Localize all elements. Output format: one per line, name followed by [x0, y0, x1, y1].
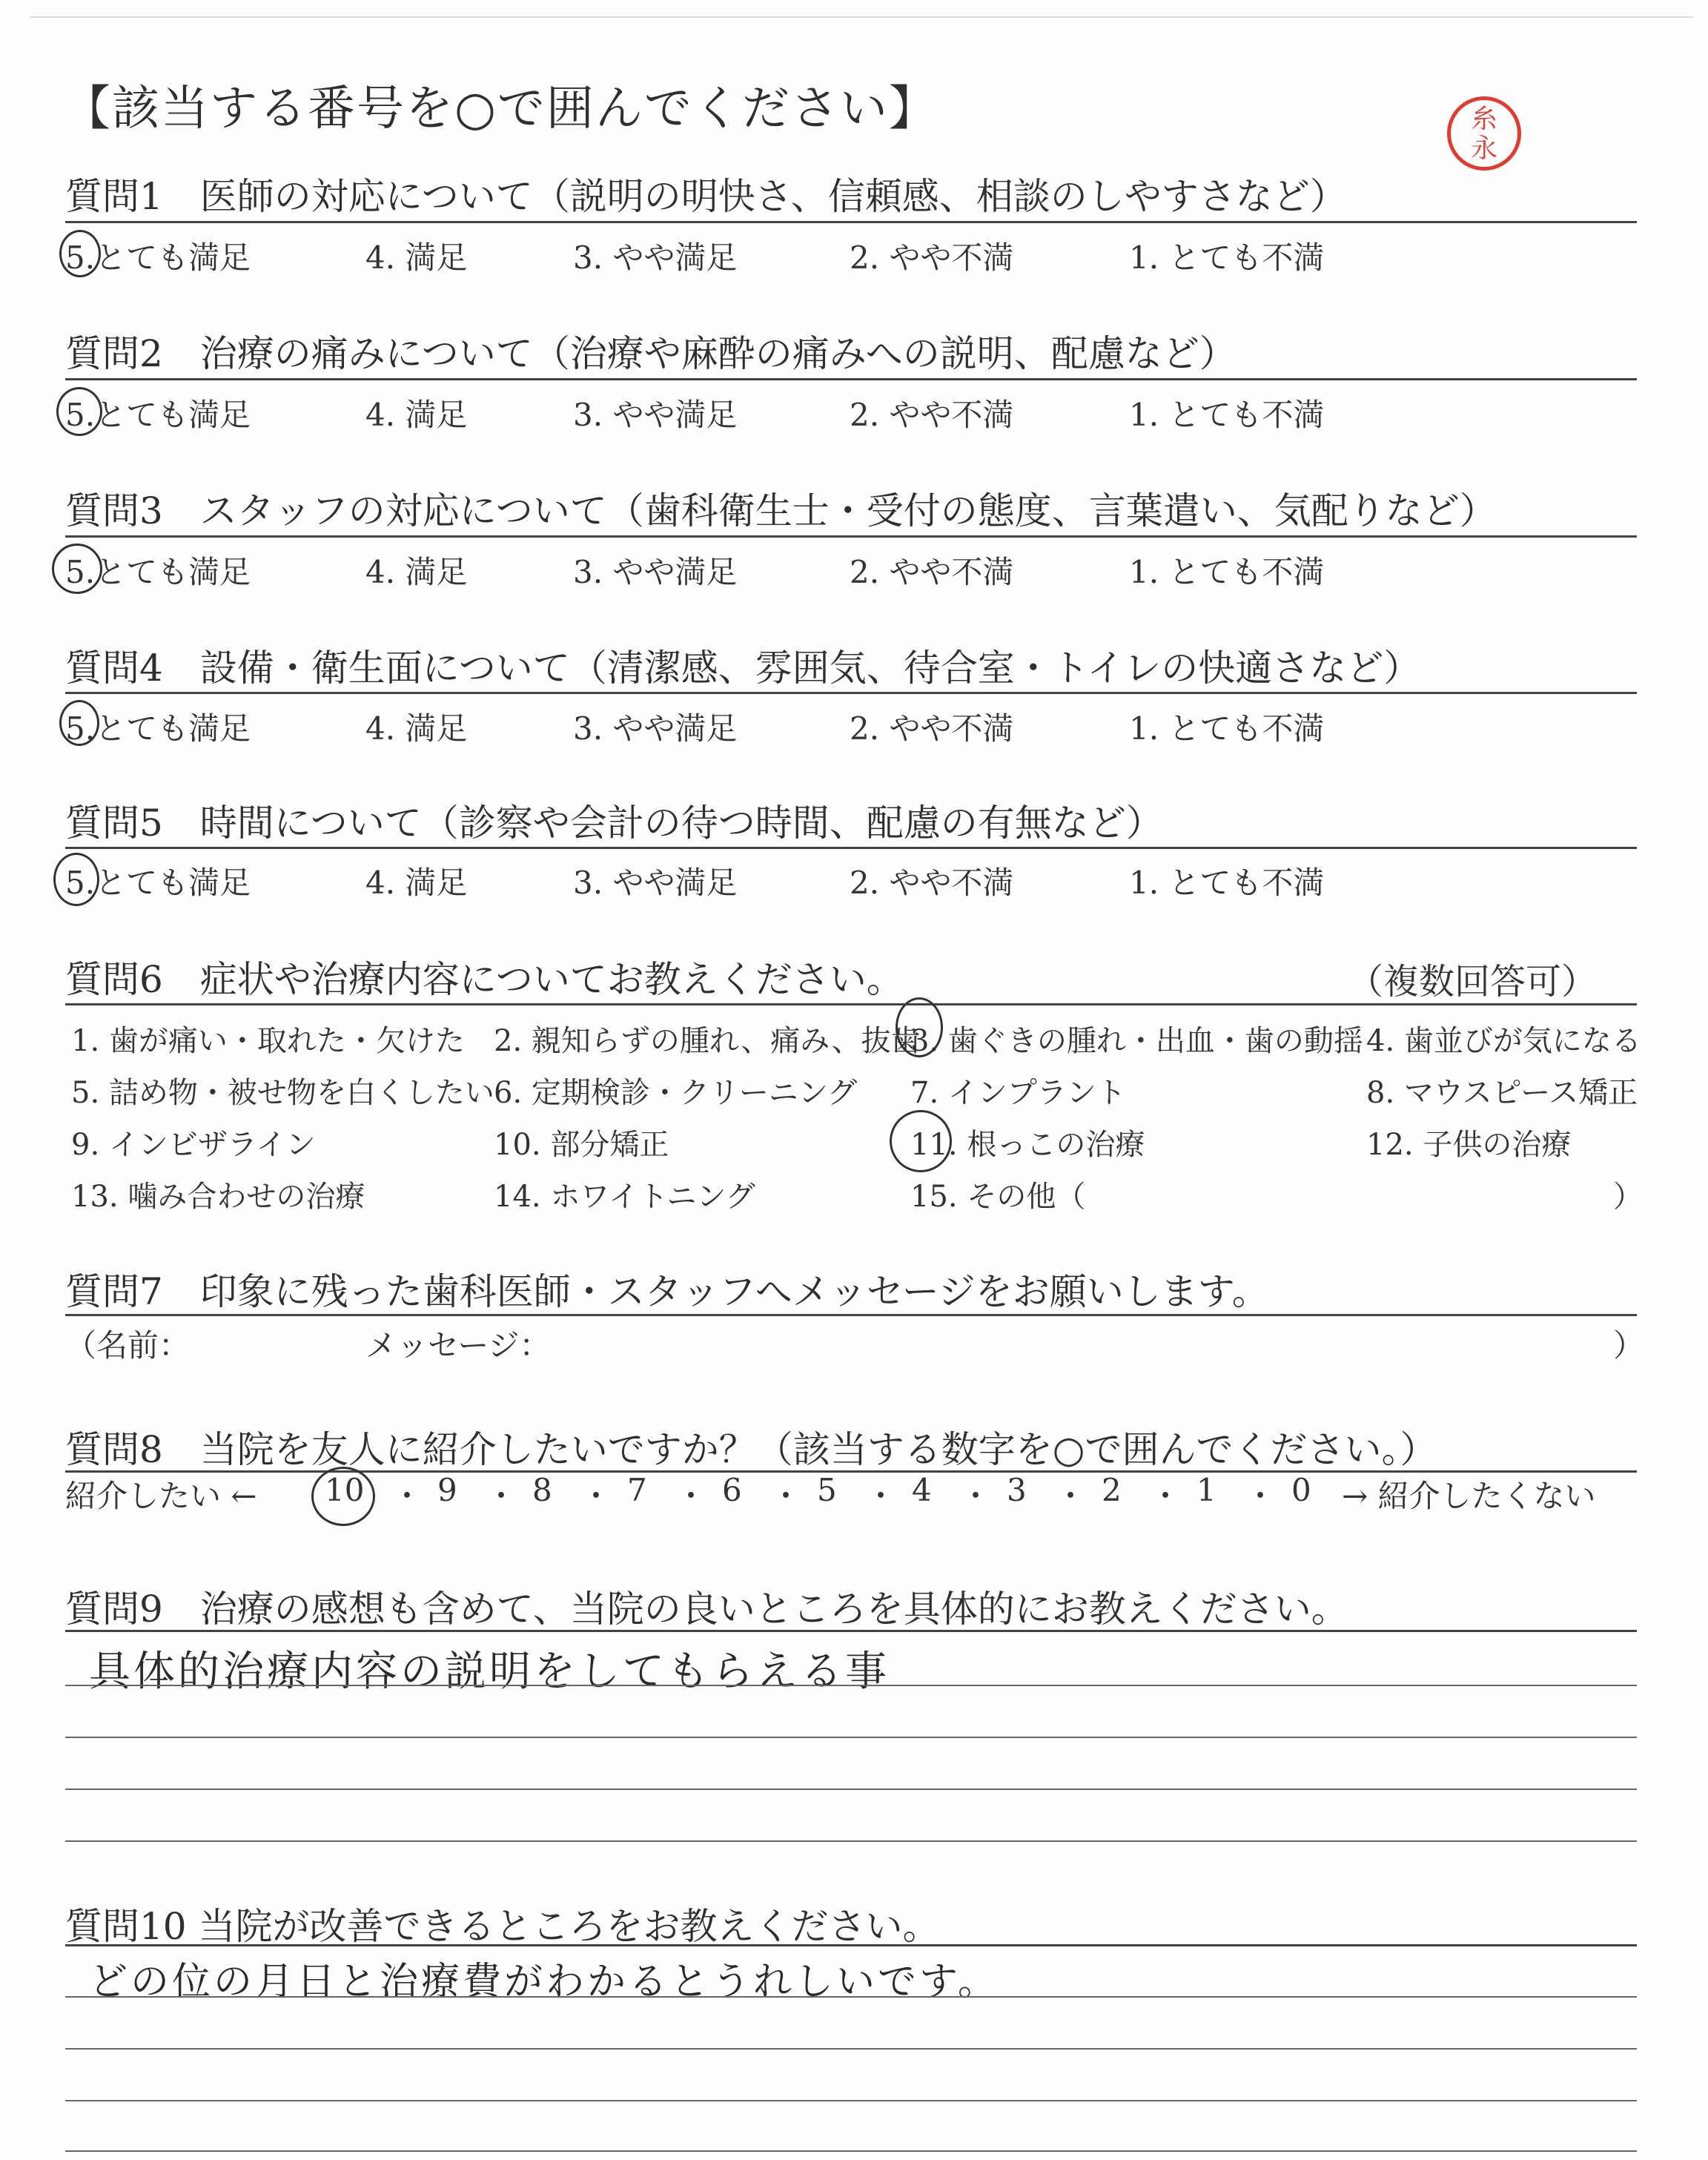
q8-dot: ・ — [391, 1478, 423, 1514]
q1-option-4[interactable]: 4. 満足 — [365, 240, 468, 276]
q5-option-4[interactable]: 4. 満足 — [365, 865, 468, 901]
q3-option-4[interactable]: 4. 満足 — [365, 554, 468, 590]
q1-option-1[interactable]: 1. とても不満 — [1129, 240, 1325, 276]
q6-item-2[interactable]: 2. 親知らずの腫れ、痛み、抜歯 — [494, 1024, 921, 1058]
q2-rule — [65, 378, 1637, 380]
q6-item-15-close: ） — [1613, 1180, 1643, 1214]
q10-rule — [65, 1944, 1637, 1946]
q8-title: 質問8 当院を友人に紹介したいですか？（該当する数字を○で囲んでください。） — [65, 1428, 1437, 1471]
q9-title: 質問9 治療の感想も含めて、当院の良いところを具体的にお教えください。 — [65, 1588, 1348, 1631]
q6-item-11[interactable]: 11. 根っこの治療 — [910, 1128, 1145, 1162]
q8-right-label: → 紹介したくない — [1342, 1478, 1596, 1514]
q1-selection-circle — [59, 230, 101, 277]
q3-selection-circle — [52, 544, 102, 594]
q8-score-3[interactable]: 3 — [1007, 1472, 1027, 1508]
q5-option-1[interactable]: 1. とても不満 — [1129, 865, 1325, 901]
q6-row-3 — [65, 1121, 1637, 1166]
q10-answer-line-3 — [65, 2100, 1637, 2101]
q6-multiple-allowed: （複数回答可） — [1347, 961, 1597, 1003]
q2-options — [65, 391, 1637, 435]
q5-selection-circle — [53, 853, 99, 906]
q8-dot: ・ — [486, 1478, 517, 1514]
q3-options — [65, 548, 1637, 592]
q8-dot: ・ — [1245, 1478, 1277, 1514]
q8-dot: ・ — [1150, 1478, 1182, 1514]
q9-answer-line-1 — [65, 1685, 1637, 1686]
q8-score-8[interactable]: 8 — [532, 1472, 552, 1508]
q8-score-10[interactable]: 10 — [325, 1472, 365, 1508]
q10-title: 質問10 当院が改善できるところをお教えください。 — [65, 1905, 940, 1948]
q5-option-3[interactable]: 3. やや満足 — [573, 865, 738, 901]
q6-item-13[interactable]: 13. 噛み合わせの治療 — [71, 1180, 365, 1214]
q1-options — [65, 234, 1637, 278]
q5-option-5[interactable]: 5.とても満足 — [65, 865, 251, 901]
q6-selection-circle-11 — [890, 1110, 952, 1172]
q8-dot: ・ — [960, 1478, 992, 1514]
q9-rule — [65, 1630, 1637, 1632]
q10-answer-line-1 — [65, 1996, 1637, 1998]
q3-option-2[interactable]: 2. やや不満 — [850, 554, 1014, 590]
q6-row-2 — [65, 1069, 1637, 1114]
q8-score-2[interactable]: 2 — [1102, 1472, 1122, 1508]
q6-item-12[interactable]: 12. 子供の治療 — [1366, 1128, 1572, 1162]
q3-rule — [65, 535, 1637, 538]
stamp-char-top: 糸 — [1470, 104, 1497, 134]
q2-selection-circle — [56, 387, 102, 436]
q6-item-9[interactable]: 9. インビザライン — [71, 1128, 316, 1162]
q3-option-3[interactable]: 3. やや満足 — [573, 554, 738, 590]
q7-close-paren: ） — [1613, 1327, 1645, 1364]
q4-option-2[interactable]: 2. やや不満 — [850, 710, 1014, 747]
q2-option-4[interactable]: 4. 満足 — [365, 397, 468, 433]
q4-rule — [65, 692, 1637, 694]
q6-title: 質問6 症状や治療内容についてお教えください。 — [65, 958, 904, 1001]
q8-selection-circle — [311, 1467, 375, 1526]
q8-score-1[interactable]: 1 — [1196, 1472, 1217, 1508]
q8-left-label: 紹介したい ← — [65, 1478, 257, 1514]
q4-selection-circle — [59, 700, 99, 746]
q8-score-0[interactable]: 0 — [1291, 1472, 1311, 1508]
q1-title: 質問1 医師の対応について（説明の明快さ、信頼感、相談のしやすさなど） — [65, 175, 1347, 218]
q8-dot: ・ — [580, 1478, 612, 1514]
q9-handwritten-answer: 具体的治療内容の説明をしてもらえる事 — [89, 1648, 890, 1696]
q9-answer-line-3 — [65, 1789, 1637, 1790]
top-divider — [30, 16, 1693, 18]
q6-item-7[interactable]: 7. インプラント — [910, 1076, 1126, 1110]
q1-option-3[interactable]: 3. やや満足 — [573, 240, 738, 276]
q2-option-3[interactable]: 3. やや満足 — [573, 397, 738, 433]
q8-score-7[interactable]: 7 — [627, 1472, 647, 1508]
q2-option-5[interactable]: 5.とても満足 — [65, 397, 251, 433]
q6-item-4[interactable]: 4. 歯並びが気になる — [1366, 1024, 1641, 1058]
q7-name-label: （名前： — [65, 1327, 191, 1364]
q8-score-6[interactable]: 6 — [722, 1472, 742, 1508]
page-title: 【該当する番号を○で囲んでください】 — [63, 82, 938, 136]
q10-answer-line-2 — [65, 2048, 1637, 2050]
q4-option-3[interactable]: 3. やや満足 — [573, 710, 738, 747]
name-stamp — [1447, 96, 1521, 171]
q5-rule — [65, 847, 1637, 849]
stamp-char-bottom: 永 — [1470, 133, 1497, 164]
q9-answer-line-2 — [65, 1737, 1637, 1738]
q6-row-4 — [65, 1173, 1643, 1218]
q4-options — [65, 704, 1637, 749]
q3-title: 質問3 スタッフの対応について（歯科衛生士・受付の態度、言葉遣い、気配りなど） — [65, 489, 1497, 532]
q1-option-5[interactable]: 5.とても満足 — [65, 240, 251, 276]
q4-title: 質問4 設備・衛生面について（清潔感、雰囲気、待合室・トイレの快適さなど） — [65, 647, 1421, 690]
q8-dot: ・ — [865, 1478, 897, 1514]
q7-rule — [65, 1314, 1637, 1316]
q3-option-1[interactable]: 1. とても不満 — [1129, 554, 1325, 590]
q6-item-3[interactable]: 3. 歯ぐきの腫れ・出血・歯の動揺 — [910, 1024, 1363, 1058]
q6-row-1 — [65, 1017, 1641, 1062]
q3-option-5[interactable]: 5.とても満足 — [65, 554, 251, 590]
q4-option-4[interactable]: 4. 満足 — [365, 710, 468, 747]
q7-title: 質問7 印象に残った歯科医師・スタッフへメッセージをお願いします。 — [65, 1270, 1269, 1313]
q4-option-1[interactable]: 1. とても不満 — [1129, 710, 1325, 747]
q6-item-15[interactable]: 15. その他（ — [910, 1180, 1086, 1214]
q8-dot: ・ — [675, 1478, 707, 1514]
q4-option-5[interactable]: 5.とても満足 — [65, 710, 251, 747]
q8-dot: ・ — [770, 1478, 802, 1514]
q6-rule — [65, 1003, 1637, 1005]
q1-option-2[interactable]: 2. やや不満 — [850, 240, 1014, 276]
q6-item-5[interactable]: 5. 詰め物・被せ物を白くしたい — [71, 1076, 494, 1110]
q8-score-9[interactable]: 9 — [437, 1472, 457, 1508]
q7-fields — [65, 1321, 1645, 1366]
q8-score-4[interactable]: 4 — [912, 1472, 932, 1508]
q6-item-1[interactable]: 1. 歯が痛い・取れた・欠けた — [71, 1024, 465, 1058]
q2-option-2[interactable]: 2. やや不満 — [850, 397, 1014, 433]
q6-item-10[interactable]: 10. 部分矯正 — [494, 1128, 669, 1162]
q10-handwritten-answer: どの位の月日と治療費がわかるとうれしいです。 — [89, 1960, 999, 2004]
q9-answer-line-4 — [65, 1840, 1637, 1842]
q7-message-label: メッセージ： — [365, 1327, 551, 1364]
q8-dot: ・ — [1055, 1478, 1087, 1514]
q5-title: 質問5 時間について（診察や会計の待つ時間、配慮の有無など） — [65, 802, 1163, 845]
q2-option-1[interactable]: 1. とても不満 — [1129, 397, 1325, 433]
q10-answer-line-4 — [65, 2150, 1637, 2152]
q5-option-2[interactable]: 2. やや不満 — [850, 865, 1014, 901]
q1-rule — [65, 221, 1637, 223]
q8-scale — [65, 1472, 1637, 1519]
q6-item-6[interactable]: 6. 定期検診・クリーニング — [494, 1076, 858, 1110]
q6-selection-circle-3 — [896, 997, 943, 1057]
q2-title: 質問2 治療の痛みについて（治療や麻酔の痛みへの説明、配慮など） — [65, 332, 1237, 375]
q6-item-14[interactable]: 14. ホワイトニング — [494, 1180, 755, 1214]
q8-score-5[interactable]: 5 — [817, 1472, 837, 1508]
q5-options — [65, 859, 1637, 903]
q6-item-8[interactable]: 8. マウスピース矯正 — [1366, 1076, 1638, 1110]
